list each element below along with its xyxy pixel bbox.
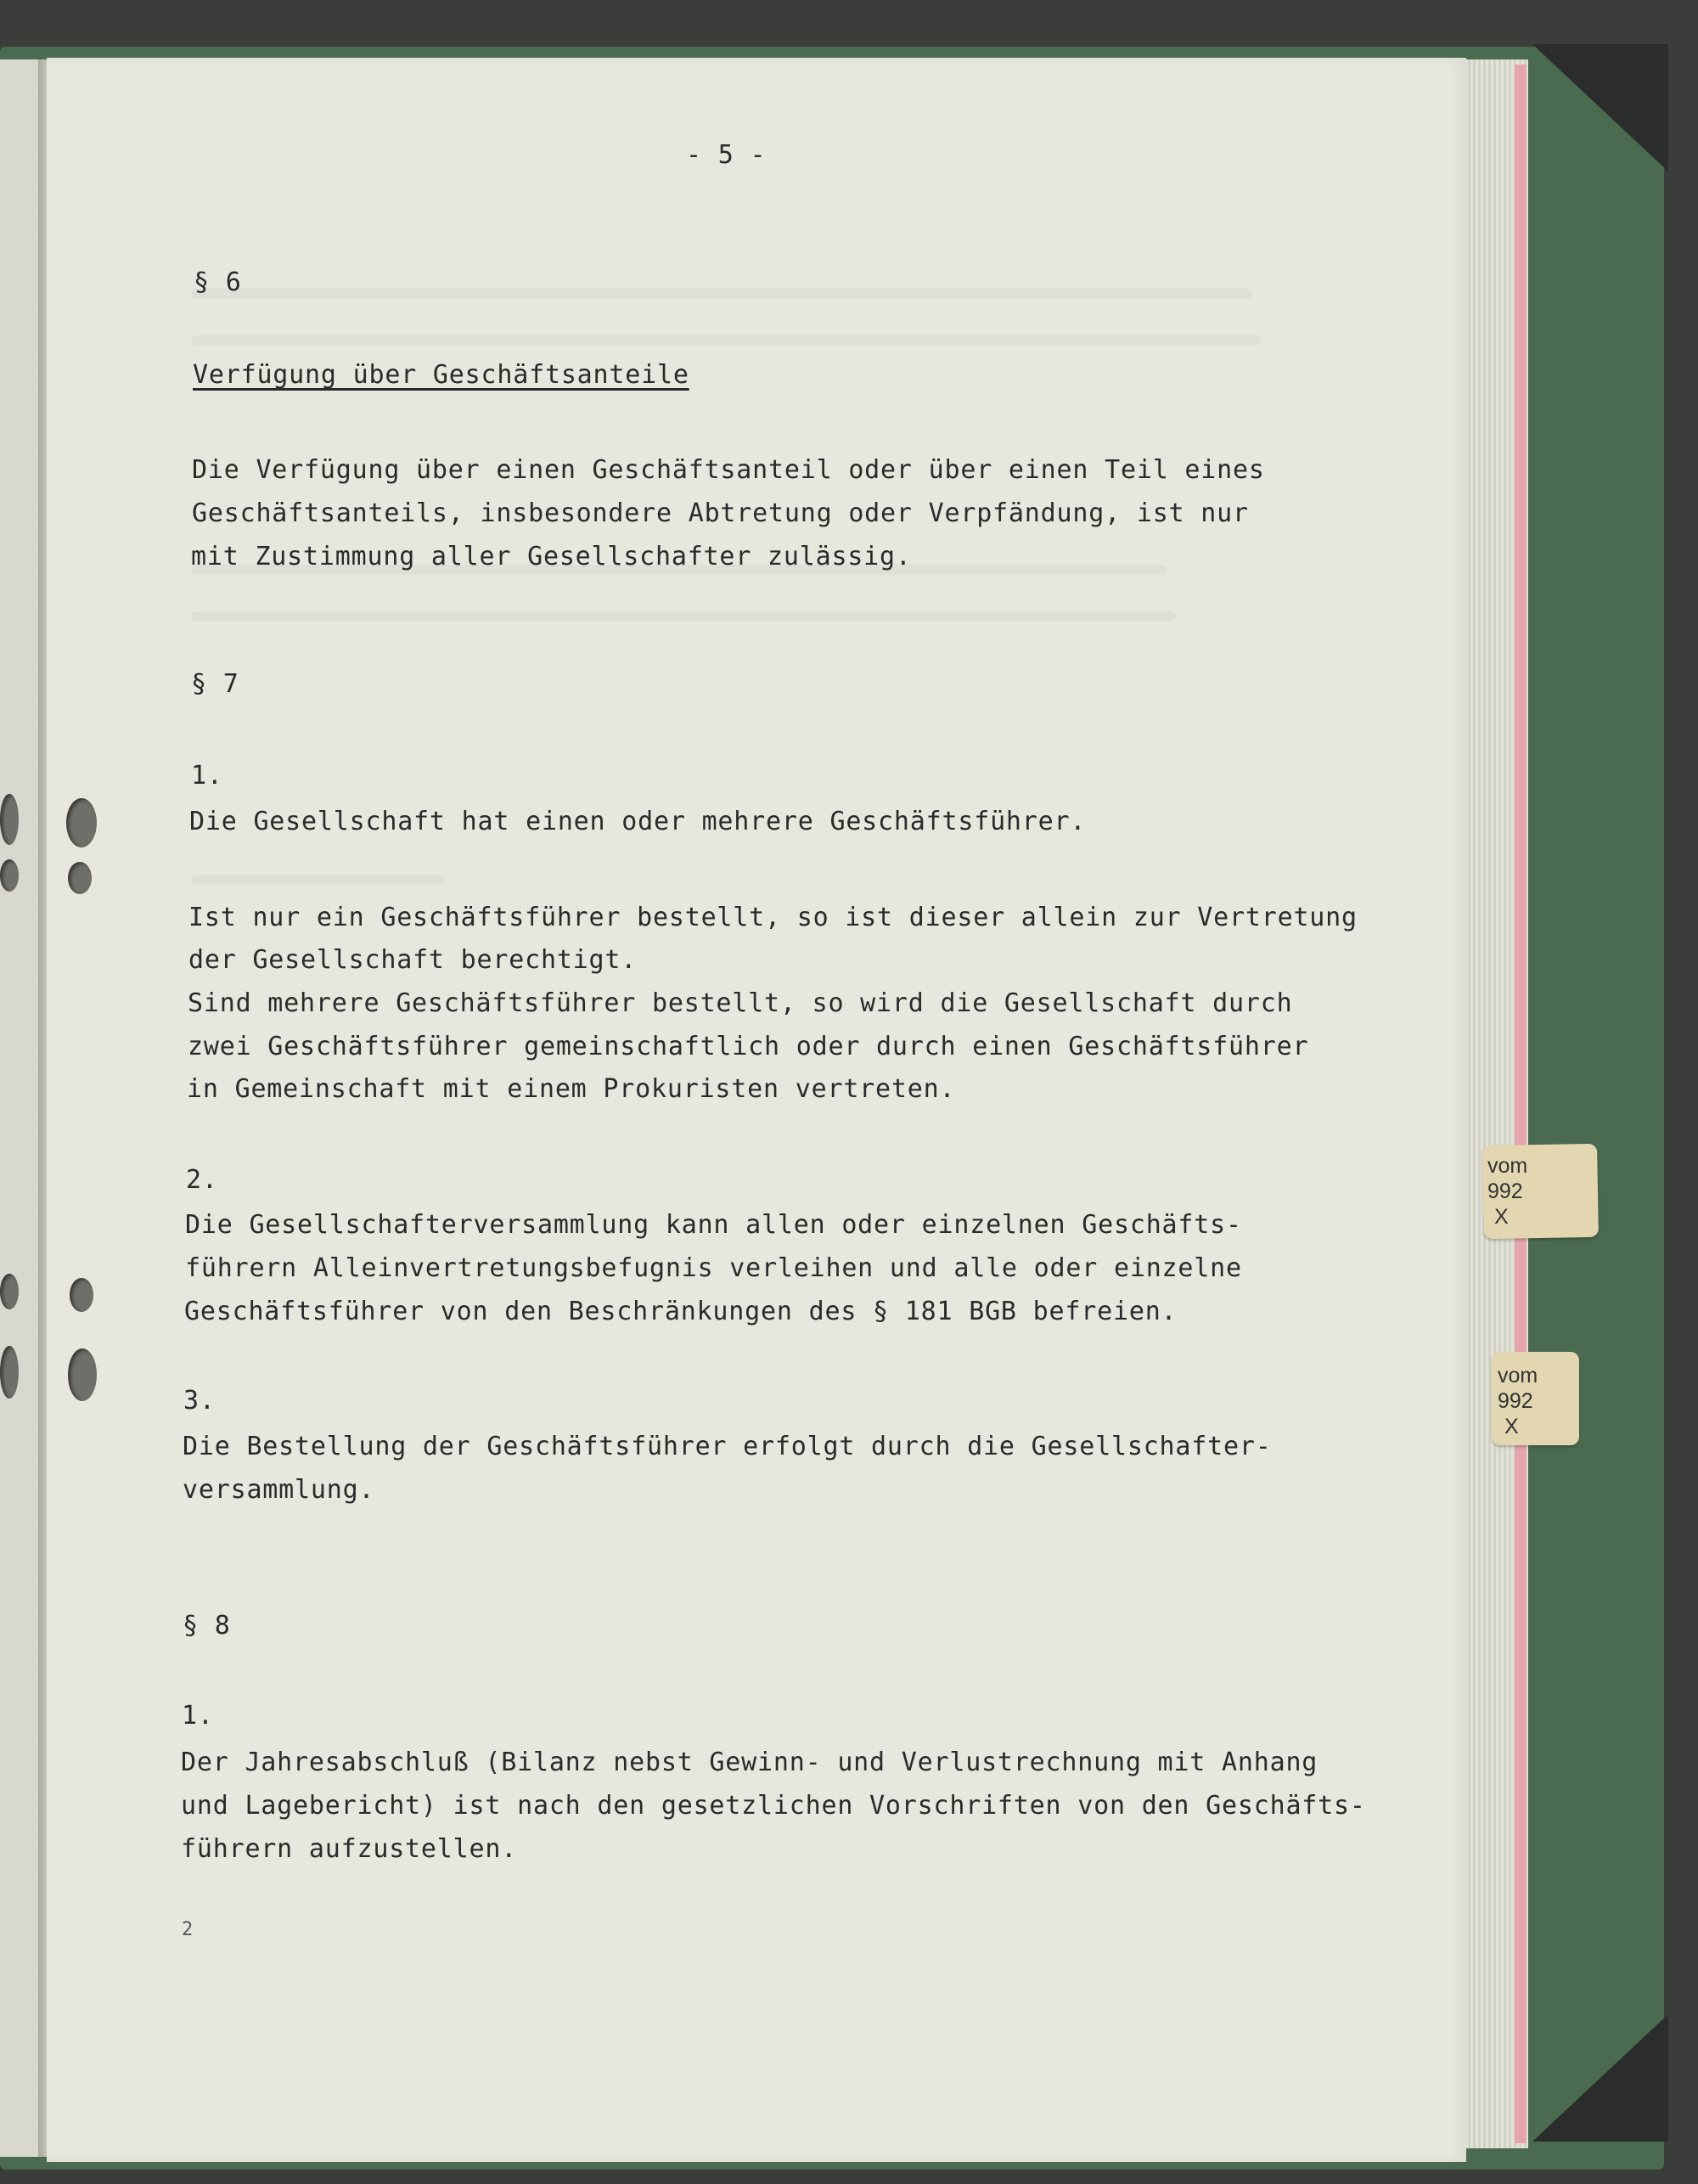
section-6-line: Die Verfügung über einen Geschäftsanteil oder über einen Teil eines [192,455,1265,485]
section-8-heading: § 8 [183,1611,231,1641]
section-8-item-number: 1. [182,1701,214,1731]
section-8-line: führern aufzustellen. [181,1834,518,1864]
section-7-item-number: 1. [191,761,223,791]
section-8-line: Der Jahresabschluß (Bilanz nebst Gewinn- und Verlustrechnung mit Anhang [181,1748,1318,1777]
section-7-line: Ist nur ein Geschäftsführer bestellt, so ist dieser allein zur Vertretung [188,903,1358,932]
bleed-through-mark [191,875,446,885]
bleed-through-mark [191,335,1261,346]
page-number: - 5 - [686,140,767,170]
section-7-heading: § 7 [191,669,239,699]
section-6-line: mit Zustimmung aller Gesellschafter zulässig. [191,542,912,571]
punch-hole [70,1278,93,1312]
section-7-line: zwei Geschäftsführer gemeinschaftlich oder durch einen Geschäftsführer [188,1032,1309,1061]
section-7-line: Sind mehrere Geschäftsführer bestellt, so wird die Gesellschaft durch [188,988,1293,1018]
index-tab-label: vom 992 X [1487,1154,1528,1229]
section-7-item-number: 3. [183,1386,216,1416]
left-page-edge [0,59,41,2157]
section-7-line: versammlung. [183,1475,375,1505]
section-7-line: der Gesellschaft berechtigt. [188,945,638,975]
section-8-line: und Lagebericht) ist nach den gesetzlichen Vorschriften von den Geschäfts- [181,1791,1366,1821]
pink-page-edge [1515,65,1527,2143]
section-7-line: Die Gesellschafterversammlung kann allen oder einzelnen Geschäfts- [185,1210,1242,1240]
section-6-title: Verfügung über Geschäftsanteile [193,360,689,390]
bleed-through-mark [191,611,1176,622]
punch-hole [0,794,19,845]
punch-hole [0,1346,19,1399]
punch-hole [68,862,92,894]
punch-hole [0,1274,19,1309]
bleed-through-mark [191,289,1252,299]
punch-hole [66,798,97,847]
punch-hole [68,1348,97,1401]
section-7-line: Die Bestellung der Geschäftsführer erfolgt durch die Gesellschafter- [183,1432,1272,1461]
section-7-item-number: 2. [186,1165,218,1195]
index-tab-label: vom 992 X [1498,1364,1538,1438]
section-7-line: Geschäftsführer von den Beschränkungen des § 181 BGB befreien. [184,1297,1178,1326]
section-6-line: Geschäftsanteils, insbesondere Abtretung oder Verpfändung, ist nur [192,498,1249,528]
section-7-line: führern Alleinvertretungsbefugnis verleihen und alle oder einzelne [185,1253,1242,1283]
section-7-line: Die Gesellschaft hat einen oder mehrere Geschäftsführer. [189,807,1087,836]
punch-hole [0,859,19,892]
section-6-heading: § 6 [194,267,242,297]
page-continuation-mark: 2 [182,1919,194,1940]
section-7-line: in Gemeinschaft mit einem Prokuristen vertreten. [187,1074,956,1104]
